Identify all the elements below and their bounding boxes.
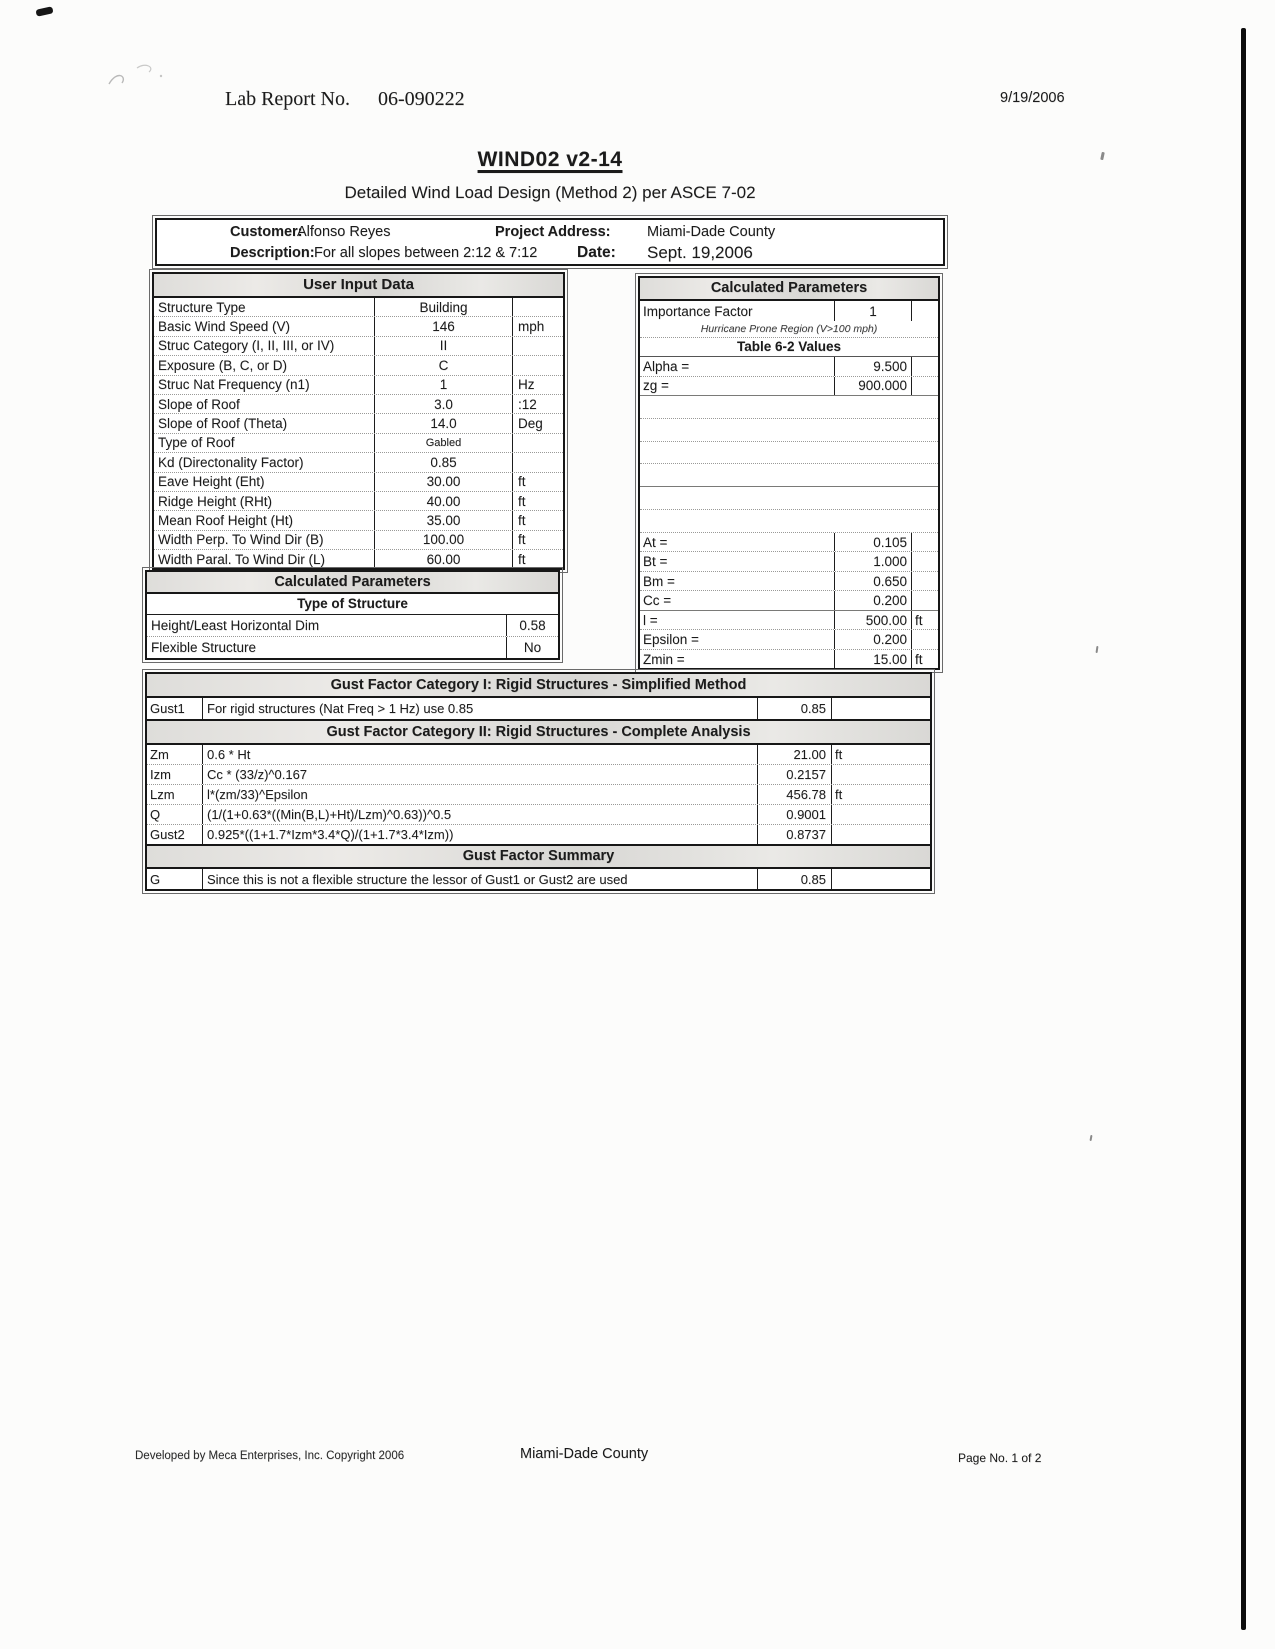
row-id: Lzm [150,787,175,802]
row-label: Exposure (B, C, or D) [158,357,288,373]
date-label: Date: [577,244,616,261]
table-row [154,317,563,336]
row-label: Epsilon = [643,632,699,648]
row-id: Izm [150,767,171,782]
row-label: Height/Least Horizontal Dim [151,618,320,633]
scan-speck [1089,1135,1092,1141]
row-value: 900.000 [834,377,912,396]
table-row [147,869,930,889]
row-value: 14.0 [374,414,513,432]
row-unit: Deg [518,416,543,432]
row-unit: ft [518,551,526,567]
empty-row [640,442,938,465]
table-row [147,615,558,637]
scan-speck [1100,152,1105,160]
row-label: Slope of Roof (Theta) [158,416,288,432]
calculated-parameters-left-table [145,570,560,660]
gust-summary-header: Gust Factor Summary [147,844,930,869]
row-label: Kd (Directonality Factor) [158,454,304,470]
row-unit: mph [518,319,545,335]
row-label: zg = [643,378,669,394]
customer-value: Alfonso Reyes [297,224,391,240]
project-address-value: Miami-Dade County [647,224,776,240]
calc-right-header: Calculated Parameters [640,278,938,301]
row-value: 1 [374,376,513,394]
date-value: Sept. 19,2006 [647,243,753,262]
row-value: 0.8737 [757,825,832,844]
row-label: Structure Type [158,299,246,315]
row-value: 0.58 [506,615,558,636]
row-value: 9.500 [834,357,912,376]
row-id: Gust1 [150,701,185,716]
row-value: 1 [834,301,912,321]
row-formula: l*(zm/33)^Epsilon [202,785,757,804]
table-row [154,434,563,453]
row-value: 100.00 [374,531,513,549]
table-row [147,825,930,844]
row-value: 15.00 [834,650,912,669]
row-value: 0.85 [374,453,513,471]
row-value: 0.9001 [757,805,832,824]
row-label: At = [643,534,668,550]
importance-factor-row [640,301,938,321]
table-row [154,337,563,356]
row-formula: Since this is not a flexible structure the lessor of Gust1 or Gust2 are used [202,869,757,889]
row-value: 146 [374,317,513,335]
row-value: 0.85 [757,869,832,889]
row-id: G [150,871,161,887]
table-row [640,552,938,572]
table-row [147,637,558,658]
customer-label: Customer: [230,224,303,240]
row-label: Bt = [643,554,668,570]
type-of-structure-subheader: Type of Structure [147,594,558,615]
row-label: Mean Roof Height (Ht) [158,512,294,528]
row-formula: (1/(1+0.63*((Min(B,L)+Ht)/Lzm)^0.63))^0.5 [202,805,757,824]
row-label: Basic Wind Speed (V) [158,319,291,335]
row-value: 21.00 [757,745,832,764]
row-value: No [506,637,558,658]
row-value: Building [374,298,513,316]
row-id: Zm [150,747,169,762]
row-unit: ft [518,512,526,528]
table-row [154,453,563,472]
row-unit: ft [915,612,923,628]
table-row [640,630,938,650]
description-label: Description: [230,245,315,261]
table-row [640,357,938,377]
table-row [147,745,930,765]
row-value: II [374,337,513,355]
row-value: 0.85 [757,698,832,719]
table-row [147,765,930,785]
row-id: Q [150,807,161,822]
row-unit: :12 [518,396,537,412]
empty-row [640,464,938,487]
footer-project-name: Miami-Dade County [520,1446,649,1462]
row-value: 456.78 [757,785,832,804]
empty-row [640,396,938,419]
row-formula: 0.925*((1+1.7*Izm*3.4*Q)/(1+1.7*3.4*Izm)) [202,825,757,844]
project-address-label: Project Address: [495,224,611,240]
table-row [154,550,563,568]
row-value: C [374,356,513,374]
table-row [154,473,563,492]
row-label: Alpha = [643,358,690,374]
table-row [154,511,563,530]
row-formula: 0.6 * Ht [202,745,757,764]
footer-page-number: Page No. 1 of 2 [958,1451,1042,1465]
row-value: 1.000 [834,552,912,571]
row-label: Zmin = [643,651,685,667]
row-label: Eave Height (Eht) [158,474,265,490]
row-value: 500.00 [834,611,912,630]
scan-corner-artifact [35,6,53,16]
row-label: Ridge Height (RHt) [158,493,273,509]
row-value: 0.2157 [757,765,832,784]
table-row [154,414,563,433]
table-row [154,531,563,550]
gust-factor-table [145,672,932,891]
lab-report-label: Lab Report No. [225,88,350,110]
scan-speck [1096,646,1099,653]
row-value: 60.00 [374,550,513,568]
table-row [147,698,930,719]
row-label: Type of Roof [158,435,235,451]
scan-edge-line [1241,28,1246,1630]
pencil-mark [103,58,175,98]
lab-report-line [225,88,465,111]
row-label: Struc Category (I, II, III, or IV) [158,338,335,354]
row-label: Flexible Structure [151,640,257,655]
page-subtitle: Detailed Wind Load Design (Method 2) per ASCE 7-02 [344,183,756,202]
table-row [154,298,563,317]
table-row [640,650,938,669]
row-unit: ft [915,651,923,667]
table-row [154,492,563,511]
user-input-table [152,272,565,570]
page-title: WIND02 v2-14 [477,148,623,171]
table-row [147,785,930,805]
footer-developer-credit: Developed by Meca Enterprises, Inc. Copyright 2006 [135,1450,405,1462]
table-row [154,356,563,375]
row-value: 40.00 [374,492,513,510]
row-value: 0.105 [834,533,912,552]
empty-row [640,487,938,510]
row-value: 0.200 [834,630,912,649]
table-row [640,533,938,553]
row-value: 35.00 [374,511,513,529]
row-unit: ft [518,474,526,490]
row-unit: Hz [518,377,535,393]
table-row [640,591,938,611]
user-input-header: User Input Data [154,274,563,298]
lab-report-number: 06-090222 [377,88,465,110]
gust-category1-header: Gust Factor Category I: Rigid Structures - Simplified Method [147,674,930,698]
description-value: For all slopes between 2:12 & 7:12 [314,245,538,261]
table-row [640,611,938,631]
table-6-2-header: Table 6-2 Values [640,338,938,357]
row-unit: ft [518,493,526,509]
table-row [154,395,563,414]
row-label: Slope of Roof [158,396,240,412]
gust-category2-header: Gust Factor Category II: Rigid Structures - Complete Analysis [147,719,930,745]
row-label: l = [643,612,658,628]
calc-left-header: Calculated Parameters [147,572,558,594]
row-label: Importance Factor [643,303,753,319]
table-row [640,377,938,397]
empty-row [640,510,938,533]
row-label: Bm = [643,573,675,589]
empty-row [640,419,938,442]
row-id: Gust2 [150,827,185,842]
table-row [640,572,938,592]
row-value: 3.0 [374,395,513,413]
table-row [154,376,563,395]
row-label: Width Perp. To Wind Dir (B) [158,532,324,548]
row-label: Cc = [643,593,672,609]
customer-info-box [155,218,945,266]
row-label: Struc Nat Frequency (n1) [158,377,310,393]
scan-date: 9/19/2006 [1000,90,1065,106]
row-formula: For rigid structures (Nat Freq > 1 Hz) use 0.85 [202,698,757,719]
table-row [147,805,930,825]
calculated-parameters-right-table [638,276,940,670]
row-unit: ft [835,787,843,802]
hurricane-region-note: Hurricane Prone Region (V>100 mph) [640,321,938,338]
row-label: Width Paral. To Wind Dir (L) [158,551,326,567]
row-unit: ft [518,532,526,548]
title-block [155,148,945,203]
row-value: 0.200 [834,591,912,610]
row-value: 0.650 [834,572,912,591]
row-formula: Cc * (33/z)^0.167 [202,765,757,784]
row-value: 30.00 [374,473,513,491]
row-value: Gabled [374,434,513,452]
row-unit: ft [835,747,843,762]
